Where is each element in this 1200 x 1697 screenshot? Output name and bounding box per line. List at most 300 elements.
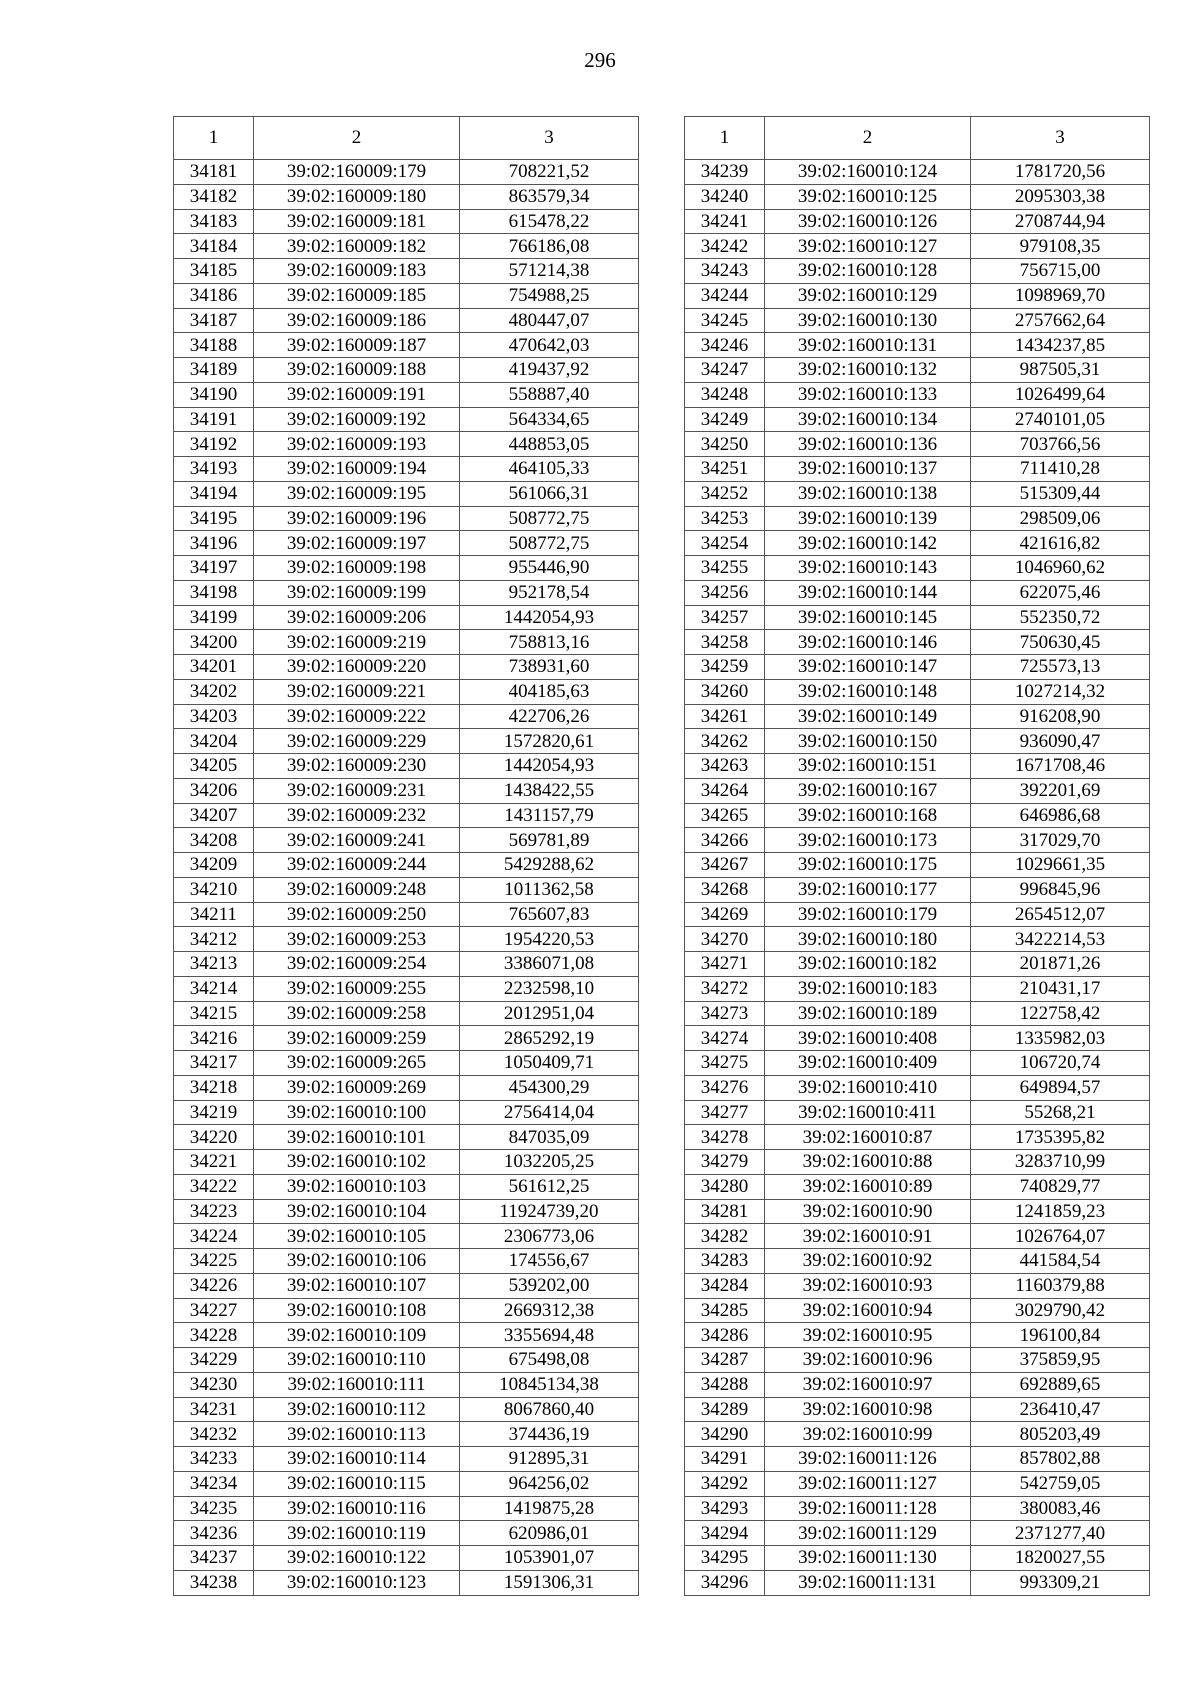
table-row bbox=[685, 407, 1150, 432]
row-number-cell: 34227 bbox=[174, 1298, 254, 1323]
table-row bbox=[174, 1075, 639, 1100]
table-row bbox=[174, 1249, 639, 1274]
value-cell: 374436,19 bbox=[460, 1422, 639, 1447]
table-row bbox=[685, 1199, 1150, 1224]
cadastral-number-cell: 39:02:160010:101 bbox=[254, 1125, 460, 1150]
cadastral-number-cell: 39:02:160009:222 bbox=[254, 704, 460, 729]
table-row bbox=[685, 778, 1150, 803]
cadastral-number-cell: 39:02:160010:148 bbox=[765, 679, 971, 704]
row-number-cell: 34269 bbox=[685, 902, 765, 927]
row-number-cell: 34265 bbox=[685, 803, 765, 828]
value-cell: 756715,00 bbox=[971, 259, 1150, 284]
value-cell: 1442054,93 bbox=[460, 605, 639, 630]
value-cell: 3355694,48 bbox=[460, 1323, 639, 1348]
cadastral-number-cell: 39:02:160010:133 bbox=[765, 382, 971, 407]
table-row bbox=[685, 1125, 1150, 1150]
table-row bbox=[174, 506, 639, 531]
value-cell: 8067860,40 bbox=[460, 1397, 639, 1422]
table-row bbox=[174, 1001, 639, 1026]
value-cell: 750630,45 bbox=[971, 630, 1150, 655]
row-number-cell: 34285 bbox=[685, 1298, 765, 1323]
value-cell: 2740101,05 bbox=[971, 407, 1150, 432]
table-row bbox=[685, 1100, 1150, 1125]
row-number-cell: 34275 bbox=[685, 1051, 765, 1076]
table-row bbox=[685, 1249, 1150, 1274]
value-cell: 2708744,94 bbox=[971, 209, 1150, 234]
row-number-cell: 34200 bbox=[174, 630, 254, 655]
table-row bbox=[174, 481, 639, 506]
cadastral-number-cell: 39:02:160010:179 bbox=[765, 902, 971, 927]
cadastral-number-cell: 39:02:160010:98 bbox=[765, 1397, 971, 1422]
value-cell: 558887,40 bbox=[460, 382, 639, 407]
table-row bbox=[174, 1199, 639, 1224]
value-cell: 419437,92 bbox=[460, 358, 639, 383]
table-row bbox=[174, 655, 639, 680]
cadastral-number-cell: 39:02:160009:253 bbox=[254, 927, 460, 952]
value-cell: 857802,88 bbox=[971, 1447, 1150, 1472]
value-cell: 916208,90 bbox=[971, 704, 1150, 729]
row-number-cell: 34279 bbox=[685, 1150, 765, 1175]
row-number-cell: 34216 bbox=[174, 1026, 254, 1051]
table-row bbox=[685, 1273, 1150, 1298]
value-cell: 3029790,42 bbox=[971, 1298, 1150, 1323]
table-row bbox=[174, 184, 639, 209]
row-number-cell: 34255 bbox=[685, 556, 765, 581]
table-row bbox=[685, 308, 1150, 333]
cadastral-number-cell: 39:02:160010:146 bbox=[765, 630, 971, 655]
table-header-row bbox=[174, 117, 639, 160]
value-cell: 480447,07 bbox=[460, 308, 639, 333]
cadastral-number-cell: 39:02:160010:96 bbox=[765, 1348, 971, 1373]
table-row bbox=[174, 605, 639, 630]
row-number-cell: 34251 bbox=[685, 457, 765, 482]
cadastral-number-cell: 39:02:160009:265 bbox=[254, 1051, 460, 1076]
value-cell: 711410,28 bbox=[971, 457, 1150, 482]
cadastral-number-cell: 39:02:160011:126 bbox=[765, 1447, 971, 1472]
table-row bbox=[174, 160, 639, 185]
row-number-cell: 34244 bbox=[685, 283, 765, 308]
table-row bbox=[685, 283, 1150, 308]
table-row bbox=[685, 630, 1150, 655]
row-number-cell: 34238 bbox=[174, 1570, 254, 1595]
value-cell: 2232598,10 bbox=[460, 976, 639, 1001]
row-number-cell: 34226 bbox=[174, 1273, 254, 1298]
value-cell: 1419875,28 bbox=[460, 1496, 639, 1521]
row-number-cell: 34224 bbox=[174, 1224, 254, 1249]
value-cell: 993309,21 bbox=[971, 1570, 1150, 1595]
table-row bbox=[174, 308, 639, 333]
row-number-cell: 34203 bbox=[174, 704, 254, 729]
cadastral-number-cell: 39:02:160010:408 bbox=[765, 1026, 971, 1051]
row-number-cell: 34191 bbox=[174, 407, 254, 432]
cadastral-number-cell: 39:02:160011:129 bbox=[765, 1521, 971, 1546]
value-cell: 2865292,19 bbox=[460, 1026, 639, 1051]
registry-table-left bbox=[173, 116, 639, 1596]
cadastral-number-cell: 39:02:160010:147 bbox=[765, 655, 971, 680]
cadastral-number-cell: 39:02:160010:108 bbox=[254, 1298, 460, 1323]
cadastral-number-cell: 39:02:160009:255 bbox=[254, 976, 460, 1001]
cadastral-number-cell: 39:02:160010:92 bbox=[765, 1249, 971, 1274]
table-row bbox=[685, 184, 1150, 209]
row-number-cell: 34241 bbox=[685, 209, 765, 234]
row-number-cell: 34254 bbox=[685, 531, 765, 556]
value-cell: 996845,96 bbox=[971, 877, 1150, 902]
value-cell: 508772,75 bbox=[460, 531, 639, 556]
cadastral-number-cell: 39:02:160009:193 bbox=[254, 432, 460, 457]
row-number-cell: 34296 bbox=[685, 1570, 765, 1595]
cadastral-number-cell: 39:02:160009:192 bbox=[254, 407, 460, 432]
table-row bbox=[174, 234, 639, 259]
table-row bbox=[174, 1546, 639, 1571]
row-number-cell: 34188 bbox=[174, 333, 254, 358]
cadastral-number-cell: 39:02:160010:102 bbox=[254, 1150, 460, 1175]
value-cell: 404185,63 bbox=[460, 679, 639, 704]
table-row bbox=[685, 1372, 1150, 1397]
value-cell: 703766,56 bbox=[971, 432, 1150, 457]
row-number-cell: 34246 bbox=[685, 333, 765, 358]
row-number-cell: 34225 bbox=[174, 1249, 254, 1274]
row-number-cell: 34210 bbox=[174, 877, 254, 902]
cadastral-number-cell: 39:02:160010:94 bbox=[765, 1298, 971, 1323]
row-number-cell: 34215 bbox=[174, 1001, 254, 1026]
table-row bbox=[174, 952, 639, 977]
row-number-cell: 34267 bbox=[685, 853, 765, 878]
value-cell: 1735395,82 bbox=[971, 1125, 1150, 1150]
table-row bbox=[174, 580, 639, 605]
value-cell: 210431,17 bbox=[971, 976, 1150, 1001]
row-number-cell: 34229 bbox=[174, 1348, 254, 1373]
table-row bbox=[174, 1051, 639, 1076]
table-row bbox=[174, 704, 639, 729]
table-row bbox=[174, 382, 639, 407]
value-cell: 3283710,99 bbox=[971, 1150, 1150, 1175]
table-row bbox=[685, 828, 1150, 853]
table-row bbox=[685, 481, 1150, 506]
row-number-cell: 34219 bbox=[174, 1100, 254, 1125]
table-row bbox=[685, 679, 1150, 704]
row-number-cell: 34264 bbox=[685, 778, 765, 803]
table-row bbox=[174, 259, 639, 284]
value-cell: 3422214,53 bbox=[971, 927, 1150, 952]
cadastral-number-cell: 39:02:160010:116 bbox=[254, 1496, 460, 1521]
cadastral-number-cell: 39:02:160010:111 bbox=[254, 1372, 460, 1397]
cadastral-number-cell: 39:02:160010:125 bbox=[765, 184, 971, 209]
table-row bbox=[174, 1150, 639, 1175]
row-number-cell: 34199 bbox=[174, 605, 254, 630]
cadastral-number-cell: 39:02:160009:258 bbox=[254, 1001, 460, 1026]
cadastral-number-cell: 39:02:160011:128 bbox=[765, 1496, 971, 1521]
row-number-cell: 34236 bbox=[174, 1521, 254, 1546]
cadastral-number-cell: 39:02:160010:114 bbox=[254, 1447, 460, 1472]
cadastral-number-cell: 39:02:160010:115 bbox=[254, 1471, 460, 1496]
value-cell: 1241859,23 bbox=[971, 1199, 1150, 1224]
cadastral-number-cell: 39:02:160010:97 bbox=[765, 1372, 971, 1397]
table-row bbox=[174, 432, 639, 457]
value-cell: 979108,35 bbox=[971, 234, 1150, 259]
value-cell: 380083,46 bbox=[971, 1496, 1150, 1521]
table-row bbox=[685, 1323, 1150, 1348]
row-number-cell: 34248 bbox=[685, 382, 765, 407]
value-cell: 740829,77 bbox=[971, 1174, 1150, 1199]
cadastral-number-cell: 39:02:160010:134 bbox=[765, 407, 971, 432]
value-cell: 1046960,62 bbox=[971, 556, 1150, 581]
cadastral-number-cell: 39:02:160010:89 bbox=[765, 1174, 971, 1199]
table-row bbox=[174, 1100, 639, 1125]
table-row bbox=[685, 1447, 1150, 1472]
value-cell: 422706,26 bbox=[460, 704, 639, 729]
cadastral-number-cell: 39:02:160010:109 bbox=[254, 1323, 460, 1348]
cadastral-number-cell: 39:02:160009:219 bbox=[254, 630, 460, 655]
cadastral-number-cell: 39:02:160010:90 bbox=[765, 1199, 971, 1224]
value-cell: 539202,00 bbox=[460, 1273, 639, 1298]
row-number-cell: 34232 bbox=[174, 1422, 254, 1447]
value-cell: 55268,21 bbox=[971, 1100, 1150, 1125]
cadastral-number-cell: 39:02:160010:126 bbox=[765, 209, 971, 234]
value-cell: 2371277,40 bbox=[971, 1521, 1150, 1546]
cadastral-number-cell: 39:02:160010:142 bbox=[765, 531, 971, 556]
row-number-cell: 34237 bbox=[174, 1546, 254, 1571]
cadastral-number-cell: 39:02:160009:248 bbox=[254, 877, 460, 902]
cadastral-number-cell: 39:02:160011:131 bbox=[765, 1570, 971, 1595]
value-cell: 448853,05 bbox=[460, 432, 639, 457]
cadastral-number-cell: 39:02:160010:139 bbox=[765, 506, 971, 531]
row-number-cell: 34262 bbox=[685, 729, 765, 754]
value-cell: 2756414,04 bbox=[460, 1100, 639, 1125]
row-number-cell: 34239 bbox=[685, 160, 765, 185]
cadastral-number-cell: 39:02:160010:132 bbox=[765, 358, 971, 383]
table-row bbox=[174, 1397, 639, 1422]
cadastral-number-cell: 39:02:160009:183 bbox=[254, 259, 460, 284]
value-cell: 615478,22 bbox=[460, 209, 639, 234]
cadastral-number-cell: 39:02:160010:104 bbox=[254, 1199, 460, 1224]
table-row bbox=[685, 1546, 1150, 1571]
table-row bbox=[685, 803, 1150, 828]
cadastral-number-cell: 39:02:160010:107 bbox=[254, 1273, 460, 1298]
row-number-cell: 34261 bbox=[685, 704, 765, 729]
value-cell: 196100,84 bbox=[971, 1323, 1150, 1348]
row-number-cell: 34258 bbox=[685, 630, 765, 655]
table-row bbox=[174, 828, 639, 853]
value-cell: 236410,47 bbox=[971, 1397, 1150, 1422]
cadastral-number-cell: 39:02:160010:88 bbox=[765, 1150, 971, 1175]
table-row bbox=[174, 1521, 639, 1546]
value-cell: 1431157,79 bbox=[460, 803, 639, 828]
row-number-cell: 34223 bbox=[174, 1199, 254, 1224]
value-cell: 1335982,03 bbox=[971, 1026, 1150, 1051]
value-cell: 952178,54 bbox=[460, 580, 639, 605]
cadastral-number-cell: 39:02:160010:177 bbox=[765, 877, 971, 902]
cadastral-number-cell: 39:02:160010:411 bbox=[765, 1100, 971, 1125]
table-row bbox=[685, 556, 1150, 581]
cadastral-number-cell: 39:02:160010:180 bbox=[765, 927, 971, 952]
value-cell: 646986,68 bbox=[971, 803, 1150, 828]
row-number-cell: 34281 bbox=[685, 1199, 765, 1224]
value-cell: 2654512,07 bbox=[971, 902, 1150, 927]
value-cell: 1029661,35 bbox=[971, 853, 1150, 878]
table-row bbox=[685, 209, 1150, 234]
cadastral-number-cell: 39:02:160009:231 bbox=[254, 778, 460, 803]
cadastral-number-cell: 39:02:160009:250 bbox=[254, 902, 460, 927]
table-row bbox=[174, 877, 639, 902]
table-row bbox=[685, 704, 1150, 729]
cadastral-number-cell: 39:02:160009:181 bbox=[254, 209, 460, 234]
row-number-cell: 34271 bbox=[685, 952, 765, 977]
cadastral-number-cell: 39:02:160010:130 bbox=[765, 308, 971, 333]
value-cell: 122758,42 bbox=[971, 1001, 1150, 1026]
value-cell: 758813,16 bbox=[460, 630, 639, 655]
cadastral-number-cell: 39:02:160009:230 bbox=[254, 754, 460, 779]
table-row bbox=[174, 283, 639, 308]
value-cell: 569781,89 bbox=[460, 828, 639, 853]
value-cell: 622075,46 bbox=[971, 580, 1150, 605]
column-header-value: 3 bbox=[460, 117, 639, 160]
cadastral-number-cell: 39:02:160010:113 bbox=[254, 1422, 460, 1447]
value-cell: 738931,60 bbox=[460, 655, 639, 680]
value-cell: 863579,34 bbox=[460, 184, 639, 209]
table-row bbox=[685, 531, 1150, 556]
value-cell: 2012951,04 bbox=[460, 1001, 639, 1026]
cadastral-number-cell: 39:02:160009:259 bbox=[254, 1026, 460, 1051]
column-header-cadastral: 2 bbox=[254, 117, 460, 160]
table-row bbox=[685, 457, 1150, 482]
row-number-cell: 34214 bbox=[174, 976, 254, 1001]
value-cell: 2095303,38 bbox=[971, 184, 1150, 209]
table-row bbox=[685, 432, 1150, 457]
value-cell: 1442054,93 bbox=[460, 754, 639, 779]
row-number-cell: 34277 bbox=[685, 1100, 765, 1125]
row-number-cell: 34268 bbox=[685, 877, 765, 902]
table-row bbox=[685, 506, 1150, 531]
row-number-cell: 34181 bbox=[174, 160, 254, 185]
table-row bbox=[174, 209, 639, 234]
table-row bbox=[685, 729, 1150, 754]
row-number-cell: 34198 bbox=[174, 580, 254, 605]
row-number-cell: 34278 bbox=[685, 1125, 765, 1150]
cadastral-number-cell: 39:02:160009:232 bbox=[254, 803, 460, 828]
table-row bbox=[685, 1471, 1150, 1496]
row-number-cell: 34263 bbox=[685, 754, 765, 779]
row-number-cell: 34193 bbox=[174, 457, 254, 482]
table-row bbox=[174, 754, 639, 779]
cadastral-number-cell: 39:02:160010:168 bbox=[765, 803, 971, 828]
cadastral-number-cell: 39:02:160010:127 bbox=[765, 234, 971, 259]
table-row bbox=[174, 1471, 639, 1496]
cadastral-number-cell: 39:02:160009:220 bbox=[254, 655, 460, 680]
row-number-cell: 34189 bbox=[174, 358, 254, 383]
value-cell: 1954220,53 bbox=[460, 927, 639, 952]
table-row bbox=[174, 902, 639, 927]
cadastral-number-cell: 39:02:160009:188 bbox=[254, 358, 460, 383]
cadastral-number-cell: 39:02:160010:175 bbox=[765, 853, 971, 878]
value-cell: 317029,70 bbox=[971, 828, 1150, 853]
table-row bbox=[174, 457, 639, 482]
row-number-cell: 34256 bbox=[685, 580, 765, 605]
row-number-cell: 34183 bbox=[174, 209, 254, 234]
cadastral-number-cell: 39:02:160009:182 bbox=[254, 234, 460, 259]
table-row bbox=[174, 556, 639, 581]
value-cell: 542759,05 bbox=[971, 1471, 1150, 1496]
cadastral-number-cell: 39:02:160010:105 bbox=[254, 1224, 460, 1249]
table-row bbox=[174, 630, 639, 655]
row-number-cell: 34235 bbox=[174, 1496, 254, 1521]
value-cell: 564334,65 bbox=[460, 407, 639, 432]
table-row bbox=[174, 1174, 639, 1199]
cadastral-number-cell: 39:02:160011:127 bbox=[765, 1471, 971, 1496]
table-row bbox=[685, 1075, 1150, 1100]
cadastral-number-cell: 39:02:160010:110 bbox=[254, 1348, 460, 1373]
value-cell: 1032205,25 bbox=[460, 1150, 639, 1175]
cadastral-number-cell: 39:02:160010:100 bbox=[254, 1100, 460, 1125]
value-cell: 5429288,62 bbox=[460, 853, 639, 878]
row-number-cell: 34272 bbox=[685, 976, 765, 1001]
cadastral-number-cell: 39:02:160010:410 bbox=[765, 1075, 971, 1100]
row-number-cell: 34294 bbox=[685, 1521, 765, 1546]
row-number-cell: 34243 bbox=[685, 259, 765, 284]
cadastral-number-cell: 39:02:160009:197 bbox=[254, 531, 460, 556]
row-number-cell: 34206 bbox=[174, 778, 254, 803]
cadastral-number-cell: 39:02:160011:130 bbox=[765, 1546, 971, 1571]
table-row bbox=[685, 976, 1150, 1001]
row-number-cell: 34201 bbox=[174, 655, 254, 680]
cadastral-number-cell: 39:02:160010:128 bbox=[765, 259, 971, 284]
cadastral-number-cell: 39:02:160010:143 bbox=[765, 556, 971, 581]
table-row bbox=[685, 580, 1150, 605]
row-number-cell: 34231 bbox=[174, 1397, 254, 1422]
cadastral-number-cell: 39:02:160010:95 bbox=[765, 1323, 971, 1348]
row-number-cell: 34249 bbox=[685, 407, 765, 432]
row-number-cell: 34196 bbox=[174, 531, 254, 556]
table-row bbox=[685, 1521, 1150, 1546]
value-cell: 2669312,38 bbox=[460, 1298, 639, 1323]
cadastral-number-cell: 39:02:160009:241 bbox=[254, 828, 460, 853]
value-cell: 3386071,08 bbox=[460, 952, 639, 977]
table-row bbox=[685, 259, 1150, 284]
cadastral-number-cell: 39:02:160009:195 bbox=[254, 481, 460, 506]
value-cell: 1438422,55 bbox=[460, 778, 639, 803]
cadastral-number-cell: 39:02:160010:182 bbox=[765, 952, 971, 977]
value-cell: 1053901,07 bbox=[460, 1546, 639, 1571]
value-cell: 964256,02 bbox=[460, 1471, 639, 1496]
row-number-cell: 34280 bbox=[685, 1174, 765, 1199]
cadastral-number-cell: 39:02:160010:131 bbox=[765, 333, 971, 358]
cadastral-number-cell: 39:02:160010:145 bbox=[765, 605, 971, 630]
table-row bbox=[685, 877, 1150, 902]
row-number-cell: 34190 bbox=[174, 382, 254, 407]
registry-table-right bbox=[684, 116, 1150, 1596]
table-row bbox=[174, 1372, 639, 1397]
page-number: 296 bbox=[584, 48, 616, 72]
row-number-cell: 34247 bbox=[685, 358, 765, 383]
table-row bbox=[685, 1422, 1150, 1447]
row-number-cell: 34209 bbox=[174, 853, 254, 878]
row-number-cell: 34282 bbox=[685, 1224, 765, 1249]
value-cell: 561612,25 bbox=[460, 1174, 639, 1199]
row-number-cell: 34284 bbox=[685, 1273, 765, 1298]
cadastral-number-cell: 39:02:160010:106 bbox=[254, 1249, 460, 1274]
value-cell: 454300,29 bbox=[460, 1075, 639, 1100]
table-row bbox=[685, 754, 1150, 779]
value-cell: 106720,74 bbox=[971, 1051, 1150, 1076]
cadastral-number-cell: 39:02:160010:103 bbox=[254, 1174, 460, 1199]
value-cell: 464105,33 bbox=[460, 457, 639, 482]
cadastral-number-cell: 39:02:160009:269 bbox=[254, 1075, 460, 1100]
cadastral-number-cell: 39:02:160009:196 bbox=[254, 506, 460, 531]
table-row bbox=[174, 1323, 639, 1348]
value-cell: 1671708,46 bbox=[971, 754, 1150, 779]
value-cell: 766186,08 bbox=[460, 234, 639, 259]
table-row bbox=[174, 778, 639, 803]
cadastral-number-cell: 39:02:160009:194 bbox=[254, 457, 460, 482]
